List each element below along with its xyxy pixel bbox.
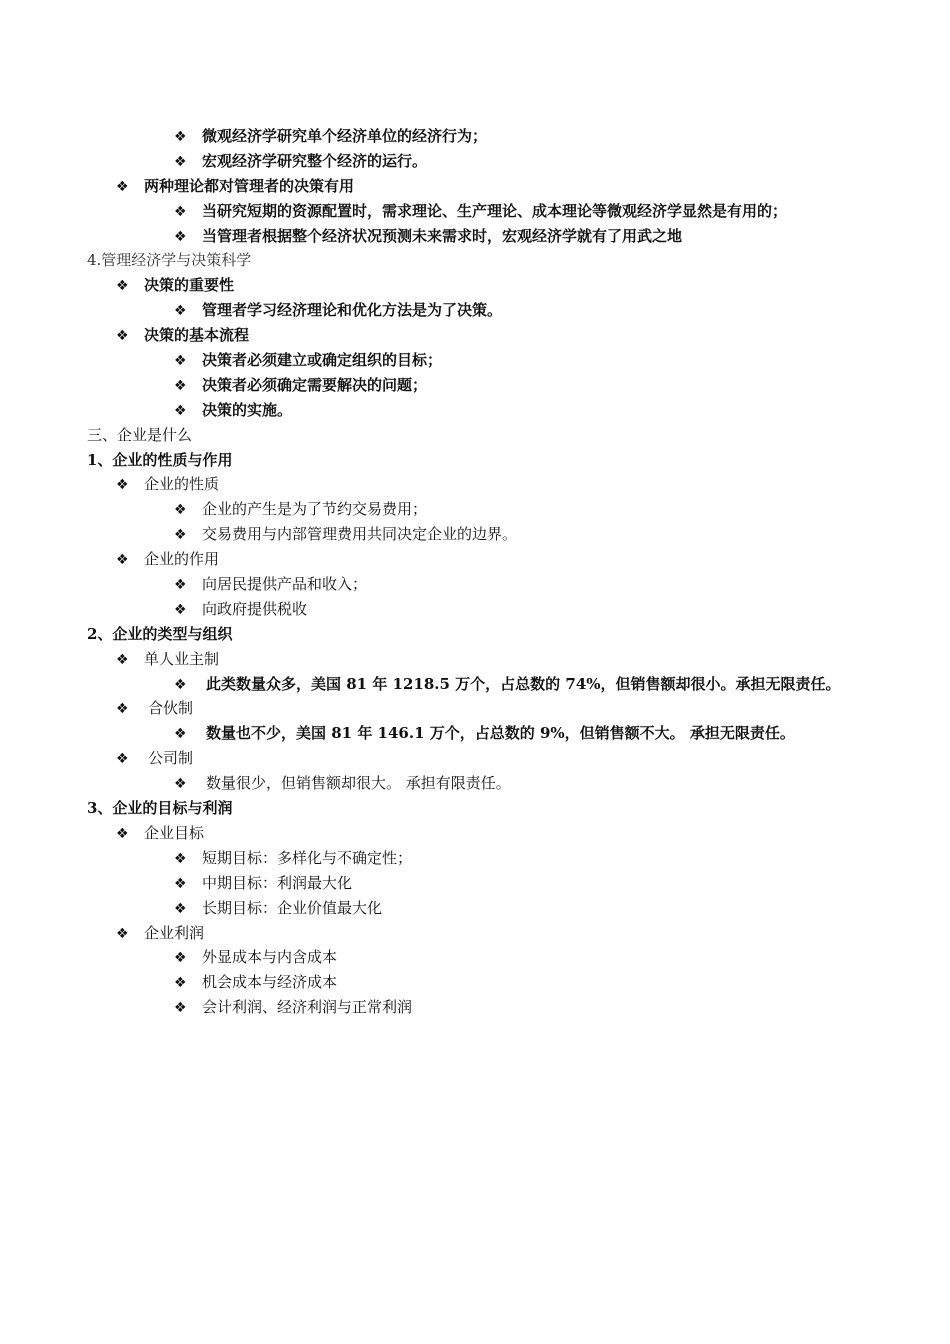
outline-item-level-2 <box>0 373 950 398</box>
outline-item-level-2 <box>0 896 950 921</box>
outline-text: 企业的性质 <box>144 475 220 494</box>
outline-text: 向政府提供税收 <box>202 599 308 618</box>
outline-item-level-2 <box>0 149 950 174</box>
diamond-bullet-icon: ❖ <box>174 402 187 419</box>
section-heading <box>0 248 950 273</box>
outline-item-level-2 <box>0 572 950 597</box>
diamond-bullet-icon: ❖ <box>174 502 187 519</box>
outline-text: 微观经济学研究单个经济单位的经济行为； <box>202 127 488 145</box>
diamond-bullet-icon: ❖ <box>174 353 187 370</box>
diamond-bullet-icon: ❖ <box>174 577 187 594</box>
outline-text: 企业目标 <box>144 823 205 842</box>
outline-text: 合伙制 <box>148 699 194 718</box>
outline-text: 两种理论都对管理者的决策有用 <box>144 176 355 195</box>
outline-text: 决策的实施。 <box>202 400 293 419</box>
outline-item-level-2 <box>0 522 950 547</box>
outline-text: 短期目标：多样化与不确定性； <box>202 848 413 867</box>
outline-item-level-2 <box>0 124 950 149</box>
diamond-bullet-icon: ❖ <box>116 925 129 942</box>
diamond-bullet-icon: ❖ <box>174 950 187 967</box>
outline-item-level-2 <box>0 771 950 796</box>
outline-item-level-1 <box>0 647 950 672</box>
outline-text: 3、企业的目标与利润 <box>87 799 233 818</box>
outline-item-level-2 <box>0 672 950 697</box>
outline-item-level-2 <box>0 597 950 622</box>
diamond-bullet-icon: ❖ <box>174 601 187 618</box>
outline-item-level-1 <box>0 472 950 497</box>
outline-text: 企业的产生是为了节约交易费用； <box>202 500 428 519</box>
outline-item-level-2 <box>0 497 950 522</box>
diamond-bullet-icon: ❖ <box>116 701 129 718</box>
outline-item-level-1 <box>0 746 950 771</box>
outline-item-level-2 <box>0 995 950 1020</box>
outline-text: 管理者学习经济理论和优化方法是为了决策。 <box>202 301 503 320</box>
document-page <box>0 124 950 1020</box>
outline-item-level-2 <box>0 846 950 871</box>
outline-text: 1、企业的性质与作用 <box>87 450 233 469</box>
outline-text: 三、企业是什么 <box>87 425 193 444</box>
diamond-bullet-icon: ❖ <box>174 776 187 793</box>
diamond-bullet-icon: ❖ <box>174 527 187 544</box>
diamond-bullet-icon: ❖ <box>116 477 129 494</box>
outline-text: 公司制 <box>148 749 194 768</box>
outline-text: 长期目标：企业价值最大化 <box>202 898 383 917</box>
section-heading <box>0 622 950 647</box>
diamond-bullet-icon: ❖ <box>174 875 187 892</box>
diamond-bullet-icon: ❖ <box>174 377 187 394</box>
outline-text: 决策者必须建立或确定组织的目标； <box>202 351 443 370</box>
outline-text: 当管理者根据整个经济状况预测未来需求时，宏观经济学就有了用武之地 <box>202 226 683 245</box>
outline-text: 向居民提供产品和收入； <box>202 575 368 594</box>
outline-text: 企业的作用 <box>144 550 220 569</box>
outline-item-level-2 <box>0 871 950 896</box>
outline-text: 中期目标：利润最大化 <box>202 873 353 892</box>
outline-text: 宏观经济学研究整个经济的运行。 <box>202 151 428 170</box>
outline-item-level-2 <box>0 721 950 746</box>
outline-text: 单人业主制 <box>144 649 220 668</box>
section-heading <box>0 448 950 473</box>
outline-item-level-2 <box>0 298 950 323</box>
outline-item-level-1 <box>0 696 950 721</box>
outline-text: 当研究短期的资源配置时，需求理论、生产理论、成本理论等微观经济学显然是有用的； <box>202 201 788 220</box>
diamond-bullet-icon: ❖ <box>174 850 187 867</box>
outline-list <box>0 124 950 1020</box>
diamond-bullet-icon: ❖ <box>174 303 187 320</box>
outline-item-level-2 <box>0 348 950 373</box>
outline-text: 决策的基本流程 <box>144 326 250 345</box>
outline-item-level-1 <box>0 921 950 946</box>
outline-text: 企业利润 <box>144 923 205 942</box>
outline-item-level-1 <box>0 174 950 199</box>
outline-item-level-2 <box>0 224 950 249</box>
outline-text: 数量很少，但销售额却很大。 承担有限责任。 <box>206 774 511 793</box>
outline-item-level-1 <box>0 821 950 846</box>
section-heading <box>0 796 950 821</box>
diamond-bullet-icon: ❖ <box>174 900 187 917</box>
diamond-bullet-icon: ❖ <box>116 825 129 842</box>
outline-item-level-2 <box>0 398 950 423</box>
outline-text: 数量也不少，美国 81 年 146.1 万个，占总数的 9%，但销售额不大。 承担无限责任。 <box>206 724 795 743</box>
outline-item-level-1 <box>0 323 950 348</box>
outline-text: 决策者必须确定需要解决的问题； <box>202 375 428 394</box>
outline-text: 机会成本与经济成本 <box>202 973 338 992</box>
outline-item-level-2 <box>0 970 950 995</box>
diamond-bullet-icon: ❖ <box>174 1000 187 1017</box>
outline-text: 交易费用与内部管理费用共同决定企业的边界。 <box>202 525 518 544</box>
diamond-bullet-icon: ❖ <box>116 178 129 195</box>
diamond-bullet-icon: ❖ <box>174 726 187 743</box>
outline-item-level-2 <box>0 945 950 970</box>
outline-item-level-2 <box>0 199 950 224</box>
outline-text: 会计利润、经济利润与正常利润 <box>202 998 413 1017</box>
diamond-bullet-icon: ❖ <box>116 328 129 345</box>
diamond-bullet-icon: ❖ <box>174 153 187 170</box>
diamond-bullet-icon: ❖ <box>116 751 129 768</box>
diamond-bullet-icon: ❖ <box>116 552 129 569</box>
diamond-bullet-icon: ❖ <box>174 676 187 693</box>
diamond-bullet-icon: ❖ <box>174 129 187 145</box>
outline-item-level-1 <box>0 547 950 572</box>
section-heading <box>0 423 950 448</box>
outline-text: 外显成本与内含成本 <box>202 948 338 967</box>
outline-text: 此类数量众多，美国 81 年 1218.5 万个，占总数的 74%，但销售额却很小。承担无限责任。 <box>206 674 841 693</box>
diamond-bullet-icon: ❖ <box>174 975 187 992</box>
diamond-bullet-icon: ❖ <box>174 203 187 220</box>
diamond-bullet-icon: ❖ <box>116 651 129 668</box>
outline-text: 4.管理经济学与决策科学 <box>87 251 252 270</box>
diamond-bullet-icon: ❖ <box>174 228 187 245</box>
outline-item-level-1 <box>0 273 950 298</box>
diamond-bullet-icon: ❖ <box>116 278 129 295</box>
outline-text: 2、企业的类型与组织 <box>87 624 233 643</box>
outline-text: 决策的重要性 <box>144 276 235 295</box>
